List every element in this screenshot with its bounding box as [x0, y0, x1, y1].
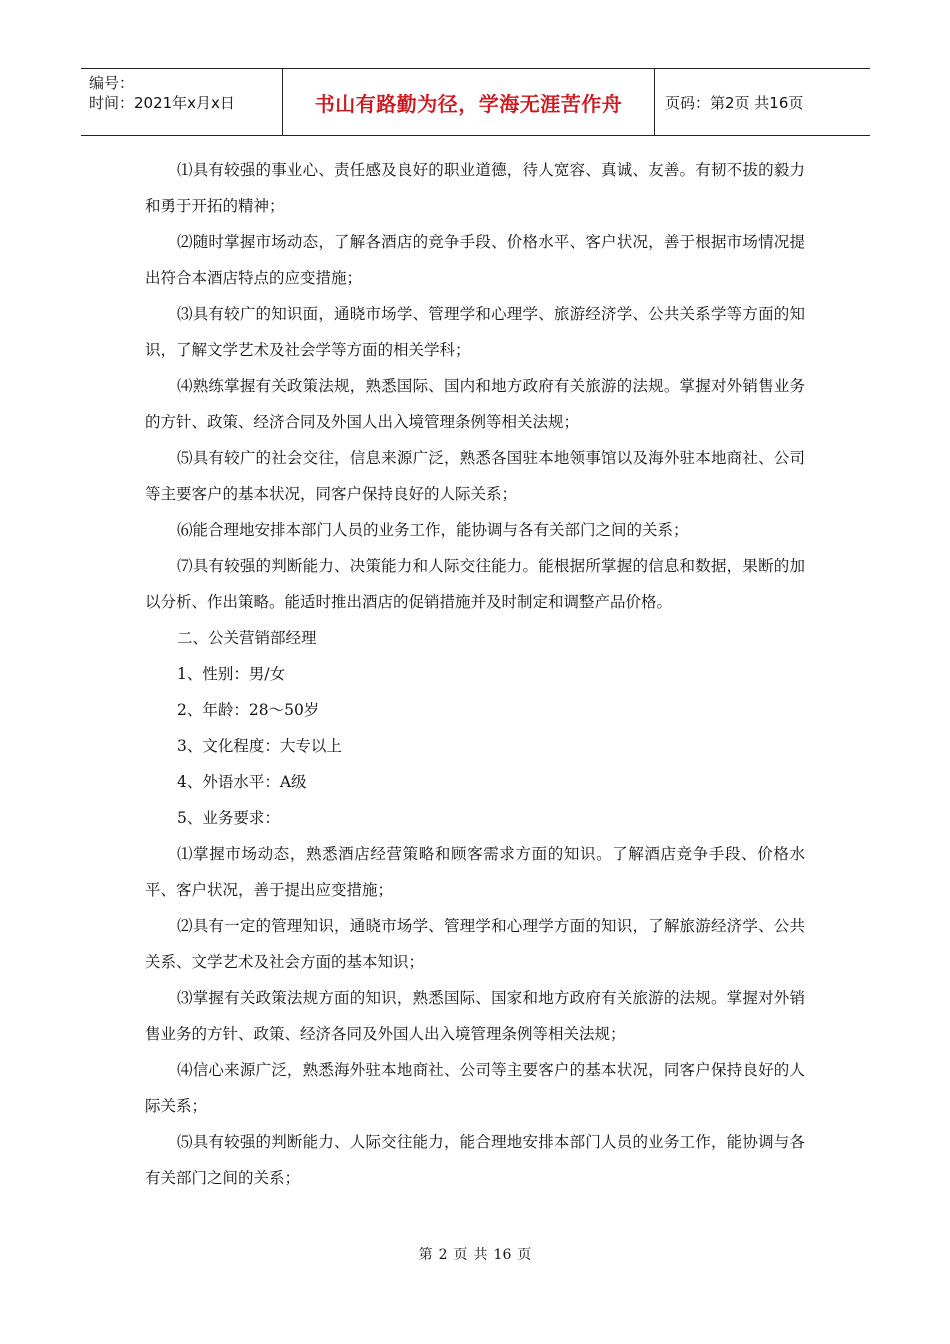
list-item: 5、业务要求： — [177, 809, 280, 827]
list-item: 2、年龄：28～50岁 — [177, 701, 320, 719]
footer-page-number: 2 — [438, 1247, 448, 1263]
paragraph: ⑺具有较强的判断能力、决策能力和人际交往能力。能根据所掌握的信息和数据，果断的加以分析、作出策略。能适时推出酒店的促销措施并及时制定和调整产品价格。 — [145, 557, 805, 611]
paragraph: ⑴掌握市场动态，熟悉酒店经营策略和顾客需求方面的知识。了解酒店竞争手段、价格水平、客户状况，善于提出应变措施； — [145, 845, 805, 899]
footer-ye: 页 — [453, 1247, 468, 1263]
footer-ye2: 页 — [517, 1247, 532, 1263]
paragraph: ⑴具有较强的事业心、责任感及良好的职业道德，待人宽容、真诚、友善。有韧不拔的毅力和勇于开拓的精神； — [145, 161, 805, 215]
paragraph: ⑷信心来源广泛，熟悉海外驻本地商社、公司等主要客户的基本状况，同客户保持良好的人际关系； — [145, 1061, 805, 1115]
section-heading: 二、公关营销部经理 — [177, 629, 317, 647]
document-date: 时间：2021年x月x日 — [89, 94, 235, 112]
header-motto: 书山有路勤为径，学海无涯苦作舟 — [282, 69, 655, 135]
paragraph: ⑷熟练掌握有关政策法规，熟悉国际、国内和地方政府有关旅游的法规。掌握对外销售业务的方针、政策、经济合同及外国人出入境管理条例等相关法规； — [145, 377, 805, 431]
list-item: 1、性别：男/女 — [177, 665, 286, 683]
list-item: 4、外语水平：A级 — [177, 773, 307, 791]
footer-di: 第 — [418, 1247, 433, 1263]
document-body — [145, 152, 805, 1196]
list-item: 3、文化程度：大专以上 — [177, 737, 342, 755]
paragraph: ⑶掌握有关政策法规方面的知识，熟悉国际、国家和地方政府有关旅游的法规。掌握对外销售业务的方针、政策、经济各同及外国人出入境管理条例等相关法规； — [145, 989, 805, 1043]
page-footer — [0, 1244, 950, 1264]
paragraph: ⑵具有一定的管理知识，通晓市场学、管理学和心理学方面的知识，了解旅游经济学、公共关系、文学艺术及社会方面的基本知识； — [145, 917, 805, 971]
footer-total-pages: 16 — [493, 1247, 512, 1263]
paragraph: ⑹能合理地安排本部门人员的业务工作，能协调与各有关部门之间的关系； — [177, 521, 689, 539]
paragraph: ⑸具有较广的社会交往，信息来源广泛，熟悉各国驻本地领事馆以及海外驻本地商社、公司等主要客户的基本状况，同客户保持良好的人际关系； — [145, 449, 805, 503]
footer-gong: 共 — [473, 1247, 488, 1263]
document-number-label: 编号： — [89, 74, 135, 92]
paragraph: ⑵随时掌握市场动态，了解各酒店的竞争手段、价格水平、客户状况，善于根据市场情况提出符合本酒店特点的应变措施； — [145, 233, 805, 287]
header-meta — [81, 69, 282, 135]
paragraph: ⑸具有较强的判断能力、人际交往能力，能合理地安排本部门人员的业务工作，能协调与各有关部门之间的关系； — [145, 1133, 805, 1187]
document-header — [81, 68, 870, 136]
paragraph: ⑶具有较广的知识面，通晓市场学、管理学和心理学、旅游经济学、公共关系学等方面的知识，了解文学艺术及社会学等方面的相关学科； — [145, 305, 805, 359]
header-page-info: 页码：第2页 共16页 — [665, 93, 804, 112]
